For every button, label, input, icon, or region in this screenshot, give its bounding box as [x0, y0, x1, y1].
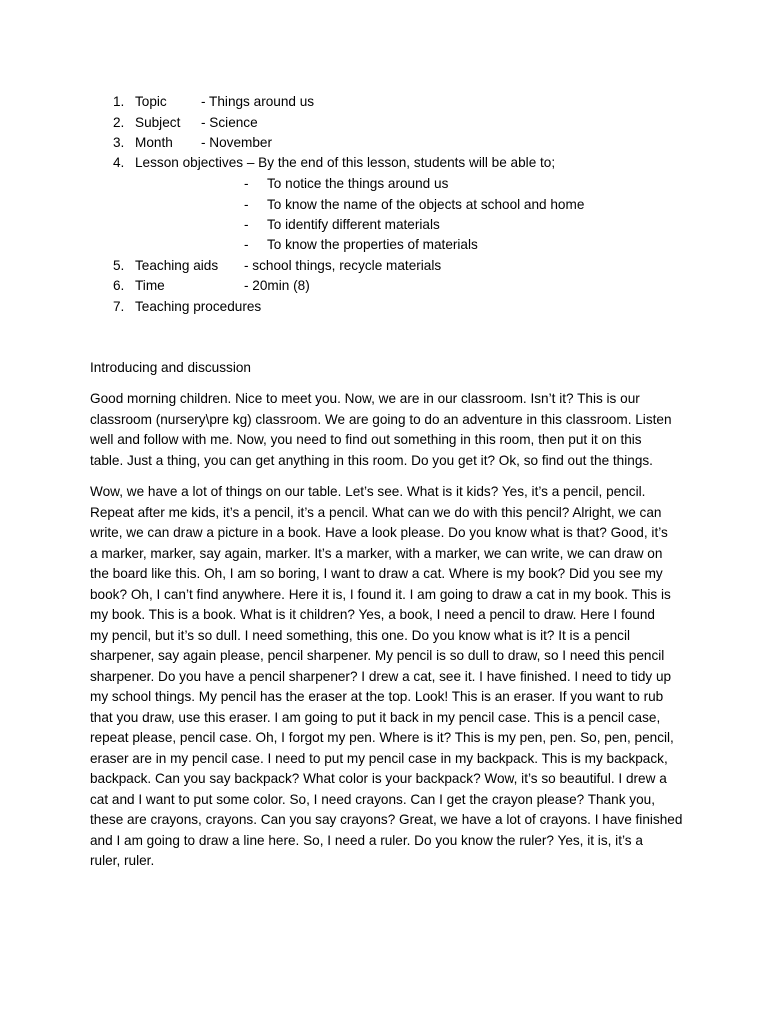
objective-text: To notice the things around us [267, 176, 449, 191]
paragraph-line: and I am going to draw a line here. So, I need a ruler. Do you know the ruler? Yes, it is, it’s a [90, 832, 643, 848]
list-number: 4. [113, 155, 125, 170]
list-label: Topic [135, 94, 167, 109]
list-value: - November [201, 135, 273, 150]
paragraph-line: Good morning children. Nice to meet you. Now, we are in our classroom. Isn’t it? This is our [90, 391, 640, 406]
paragraph-line: repeat please, pencil case. Oh, I forgot my pen. Where is it? This is my pen, pen. So, pen, pencil, [90, 730, 674, 745]
bullet-dash: - [244, 197, 249, 212]
paragraph-line: backpack. Can you say backpack? What color is your backpack? Wow, it’s so beautiful. I drew a [90, 771, 667, 786]
paragraph-line: my book. This is a book. What is it children? Yes, a book, I need a pencil to draw. Here I found [90, 607, 655, 622]
list-label: Subject [135, 115, 181, 130]
paragraph-line: cat and I want to put some color. So, I need crayons. Can I get the crayon please? Thank you, [90, 791, 655, 807]
list-value: - school things, recycle materials [244, 258, 442, 273]
bullet-dash: - [244, 217, 249, 232]
objective-text: To know the properties of materials [267, 237, 478, 252]
paragraph-intro [90, 389, 680, 471]
paragraph-line: sharpener, say again please, pencil sharpener. My pencil is so dull to draw, so I need this pencil [90, 648, 665, 663]
paragraph-line: Repeat after me kids, it’s a pencil, it’s a pencil. What can we do with this pencil? Alright, we can [90, 504, 662, 520]
list-number: 2. [113, 115, 125, 130]
paragraph-line: my school things. My pencil has the eraser at the top. Look! This is an eraser. If you want to rub [90, 689, 664, 704]
paragraph-line: book? Oh, I can’t find anywhere. Here it is, I found it. I am going to draw a cat in my book. This is [90, 586, 671, 602]
objective-text: To identify different materials [267, 217, 440, 232]
paragraph-line: table. Just a thing, you can get anything in this room. Do you get it? Ok, so find out the things. [90, 452, 653, 468]
list-label: Month [135, 135, 173, 150]
section-heading: Introducing and discussion [90, 360, 251, 375]
paragraph-line: write, we can draw a picture in a book. Have a look please. Do you know what is that? Good, it’s [90, 525, 668, 540]
paragraph-line: Wow, we have a lot of things on our table. Let’s see. What is it kids? Yes, it’s a pencil, pencil. [90, 484, 646, 499]
paragraph-line: ruler, ruler. [90, 853, 155, 868]
list-number: 1. [113, 94, 125, 109]
bullet-dash: - [244, 237, 249, 252]
paragraph-line: eraser are in my pencil case. I need to put my pencil case in my backpack. This is my backpack, [90, 750, 668, 766]
list-number: 3. [113, 135, 125, 150]
paragraph-line: these are crayons, crayons. Can you say crayons? Great, we have a lot of crayons. I have finished [90, 812, 683, 827]
list-label: Teaching aids [135, 258, 219, 273]
paragraph-line: a marker, marker, say again, marker. It’s a marker, with a marker, we can write, we can draw on [90, 545, 663, 561]
paragraph-discussion [90, 482, 683, 872]
list-number: 7. [113, 299, 125, 314]
list-number: 5. [113, 258, 125, 273]
paragraph-line: that you draw, use this eraser. I am going to put it back in my pencil case. This is a pencil case, [90, 709, 661, 725]
paragraph-line: my pencil, but it’s so dull. I need something, this one. Do you know what is it? It is a pencil [90, 627, 630, 643]
list-number: 6. [113, 278, 125, 293]
list-label: Lesson objectives – By the end of this lesson, students will be able to; [135, 155, 556, 170]
objective-text: To know the name of the objects at school and home [267, 197, 585, 212]
paragraph-line: well and follow with me. Now, you need to find out something in this room, then put it on this [90, 432, 642, 447]
list-value: - Things around us [201, 94, 315, 109]
list-value: - Science [201, 115, 258, 130]
list-value: - 20min (8) [244, 278, 310, 293]
list-label: Teaching procedures [135, 299, 262, 314]
list-label: Time [135, 278, 165, 293]
paragraph-line: classroom (nursery\pre kg) classroom. We are going to do an adventure in this classroom. Listen [90, 411, 672, 427]
bullet-dash: - [244, 176, 249, 191]
paragraph-line: the board like this. Oh, I am so boring, I want to draw a cat. Where is my book? Did you see my [90, 566, 663, 581]
paragraph-line: sharpener. Do you have a pencil sharpener? I drew a cat, see it. I have finished. I need to tidy up [90, 668, 672, 684]
